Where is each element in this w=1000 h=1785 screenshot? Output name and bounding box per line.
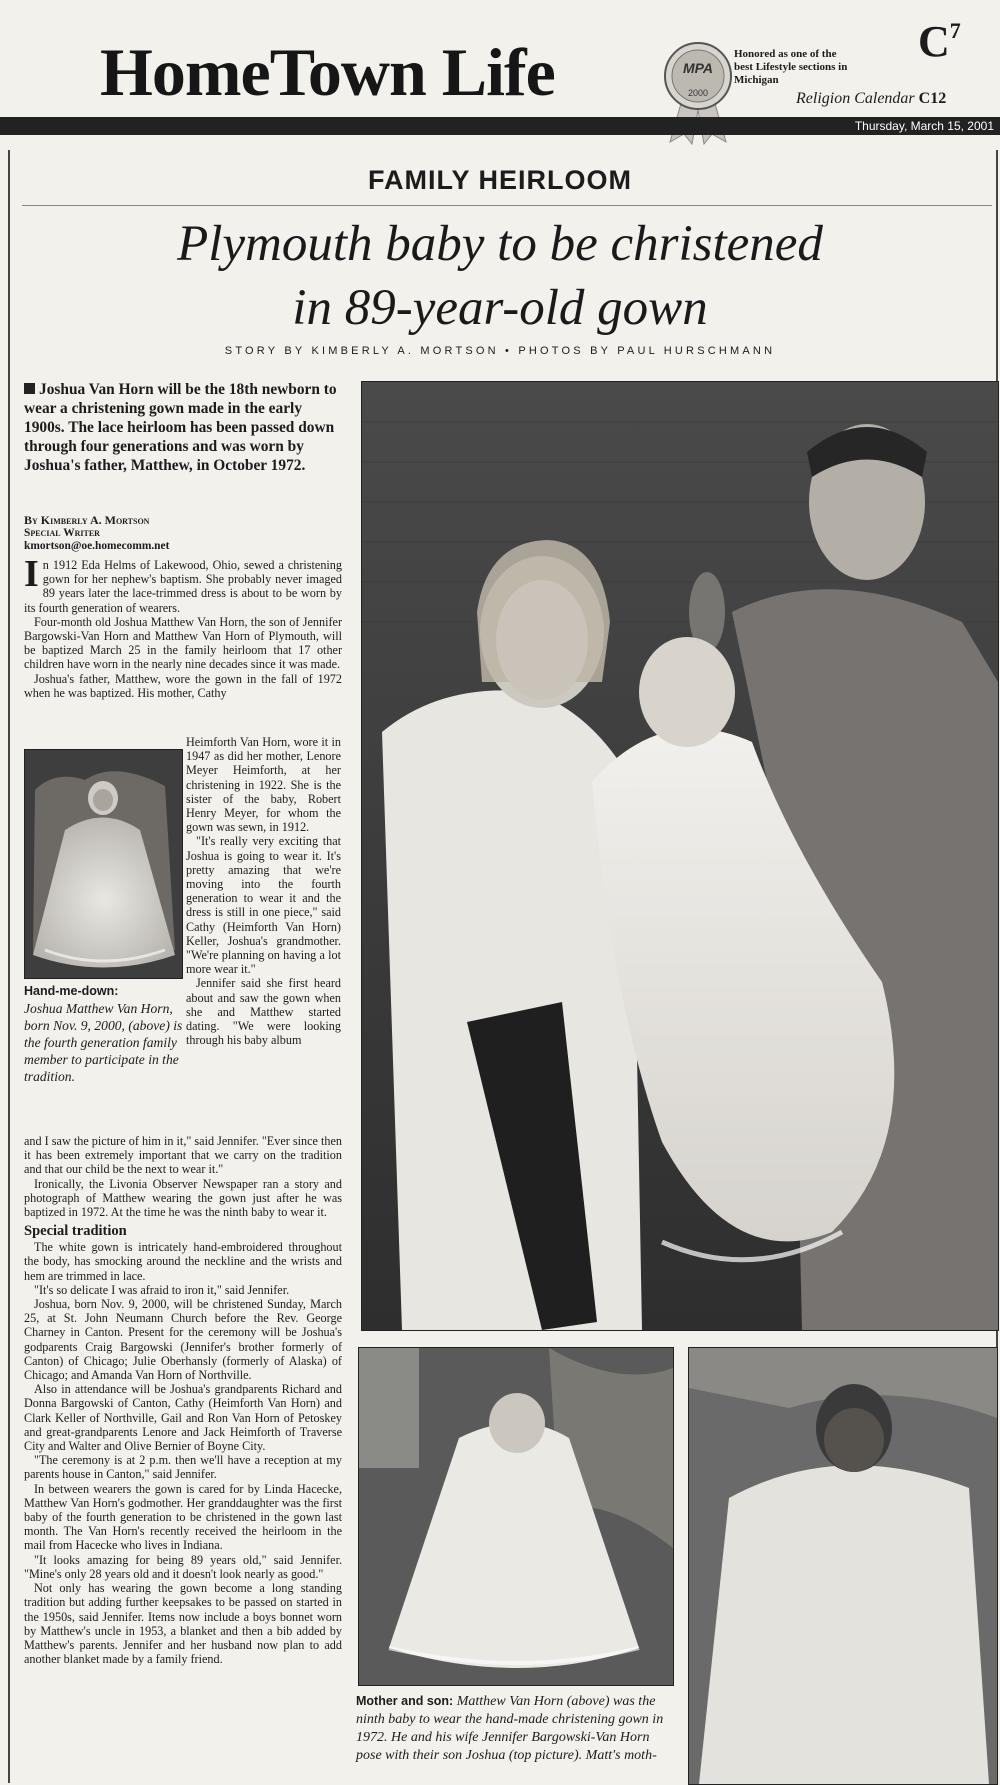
headline <box>0 212 1000 340</box>
headline-line-1: Plymouth baby to be christened <box>177 216 823 272</box>
author-role: Special Writer <box>24 527 100 539</box>
masthead-title: HomeTown Life <box>100 34 555 110</box>
baby-in-gown-small-photo <box>24 749 183 979</box>
baby-close-up-photo <box>688 1347 998 1785</box>
bottom-caption-lead: Mother and son: <box>356 1694 454 1708</box>
bottom-caption-text: Matthew Van Horn (above) was the ninth baby to wear the hand-made christening gown in 1972. He and his wife Jennifer Bargowski-Van Horn pose with their son Joshua (top picture). Matt's moth- <box>356 1694 664 1763</box>
author-email: kmortson@oe.homecomm.net <box>24 540 170 552</box>
subhead-special-tradition: Special tradition <box>24 1223 127 1240</box>
thumb-caption-lead: Hand-me-down: <box>24 984 119 998</box>
masthead-rule <box>0 117 1000 135</box>
section-heading: FAMILY HEIRLOOM <box>367 165 633 195</box>
page-number: $C^7$ <box>918 17 961 66</box>
seal-year: 2000 <box>687 88 709 98</box>
deck-summary: Joshua Van Horn will be the 18th newborn to wear a christening gown made in the early 1900s. The lace heirloom has been passed down through four generations and was worn by Joshua's father, Matthew, in October 1972. <box>24 381 337 474</box>
bottom-photo-caption <box>356 1692 674 1765</box>
article-body-narrow: Heimforth Van Horn, wore it in 1947 as did her mother, Lenore Meyer Heimforth, at her christening in 1922. She is the sister of the baby, Robert Henry Meyer, for whom the gown was sewn, in 1912. "It's really very exciting that Joshua is going to wear it. It's pretty amazing that we're moving into the fourth generation to wear it and the dress is still in one piece," said Cathy (Heimforth Van Horn) Keller, Joshua's grandmother. "We're planning on having a lot more wear it." Jennifer said she first heard about and saw the gown when she and Matthew started dating. "We were looking through his baby album <box>186 735 341 1048</box>
bullet-square-icon <box>24 383 35 394</box>
section-rule <box>22 205 992 206</box>
honor-text: Honored as one of the best Lifestyle sections in Michigan <box>734 48 848 86</box>
article-body-top: In 1912 Eda Helms of Lakewood, Ohio, sewed a christening gown for her nephew's baptism. She probably never imaged 89 years later the lace-trimmed dress is about to be worn by its fourth generation of wearers. Four-month old Joshua Matthew Van Horn, the son of Jennifer Bargowski-Van Horn and Matthew Van Horn of Plymouth, will be baptized March 25 in the family heirloom that 17 other children have worn in the nearly nine decades since it was made. Joshua's father, Matthew, wore the gown in the fall of 1972 when he was baptized. His mother, Cathy <box>24 553 342 700</box>
baby-on-sofa-photo <box>358 1347 674 1686</box>
author-block <box>24 514 342 553</box>
author-name: By Kimberly A. Mortson <box>24 513 150 527</box>
drop-cap: I <box>24 553 39 595</box>
thumb-caption-text: Joshua Matthew Van Horn, born Nov. 9, 2000, (above) is the fourth generation family member to participate in the tradition. <box>24 1001 183 1084</box>
credits-line: STORY BY KIMBERLY A. MORTSON • PHOTOS BY PAUL HURSCHMANN <box>224 345 776 357</box>
article-body-bottom: and I saw the picture of him in it," said Jennifer. "Ever since then it has been extremely important that we carry on the tradition and that our child be the next to wear it." Ironically, the Livonia Observer Newspaper ran a story and photograph of Matthew wearing the gown just after he was baptized in 1972. At the time he was the ninth baby to wear it. Special tradition The white gown is intricately hand-embroidered throughout the body, has smocking around the neckline and the wrists and hem are trimmed in lace. "It's so delicate I was afraid to iron it," said Jennifer. Joshua, born Nov. 9, 2000, will be christened Sunday, March 25, at St. John Neumann Church before the Rev. George Charney in Canton. Present for the ceremony will be Joshua's godparents Craig Bargowski (Jennifer's brother formerly of Canton) of Chicago; Julie Oberhansly (formerly of Alaska) of Chicago; and Amanda Van Horn of Northville. Also in attendance will be Joshua's grandparents Richard and Donna Bargowski of Canton, Cathy (Heimforth Van Horn) and Clark Keller of Northville, Gail and Ron Van Horn of Petoskey and great-grandparents Lenore and Jack Heimforth of Traverse City and Walter and Olive Bernier of Boyne City. "The ceremony is at 2 p.m. then we'll have a reception at my parents house in Canton," said Jennifer. In between wearers the gown is cared for by Linda Hacecke, Matthew Van Horn's godmother. Her granddaughter was the first baby of the fourth generation to be christened in the gown last month. The Van Horn's recently received the heirloom in the mail from Hacecke who lives in Indiana. "It looks amazing for being 89 years old," said Jennifer. "Mine's only 28 years old and it doesn't look nearly as good." Not only has wearing the gown become a long standing tradition but adding further keepsakes to be passed on started in the 1950s, said Jennifer. Items now include a boys bonnet worn by Matthew's uncle in 1953, a blanket and then a bib added by Matthew's parents. Jennifer and her husband now plan to add another blanket made by a family friend. <box>24 1134 342 1667</box>
family-main-photo <box>361 381 999 1331</box>
issue-date: Thursday, March 15, 2001 <box>854 119 994 133</box>
headline-line-2: in 89-year-old gown <box>292 280 708 336</box>
seal-mpa-text: MPA <box>682 60 714 76</box>
religion-calendar-ref: Religion Calendar C12 <box>796 90 947 107</box>
thumb-photo-caption <box>24 983 184 1085</box>
left-border <box>8 150 10 1783</box>
